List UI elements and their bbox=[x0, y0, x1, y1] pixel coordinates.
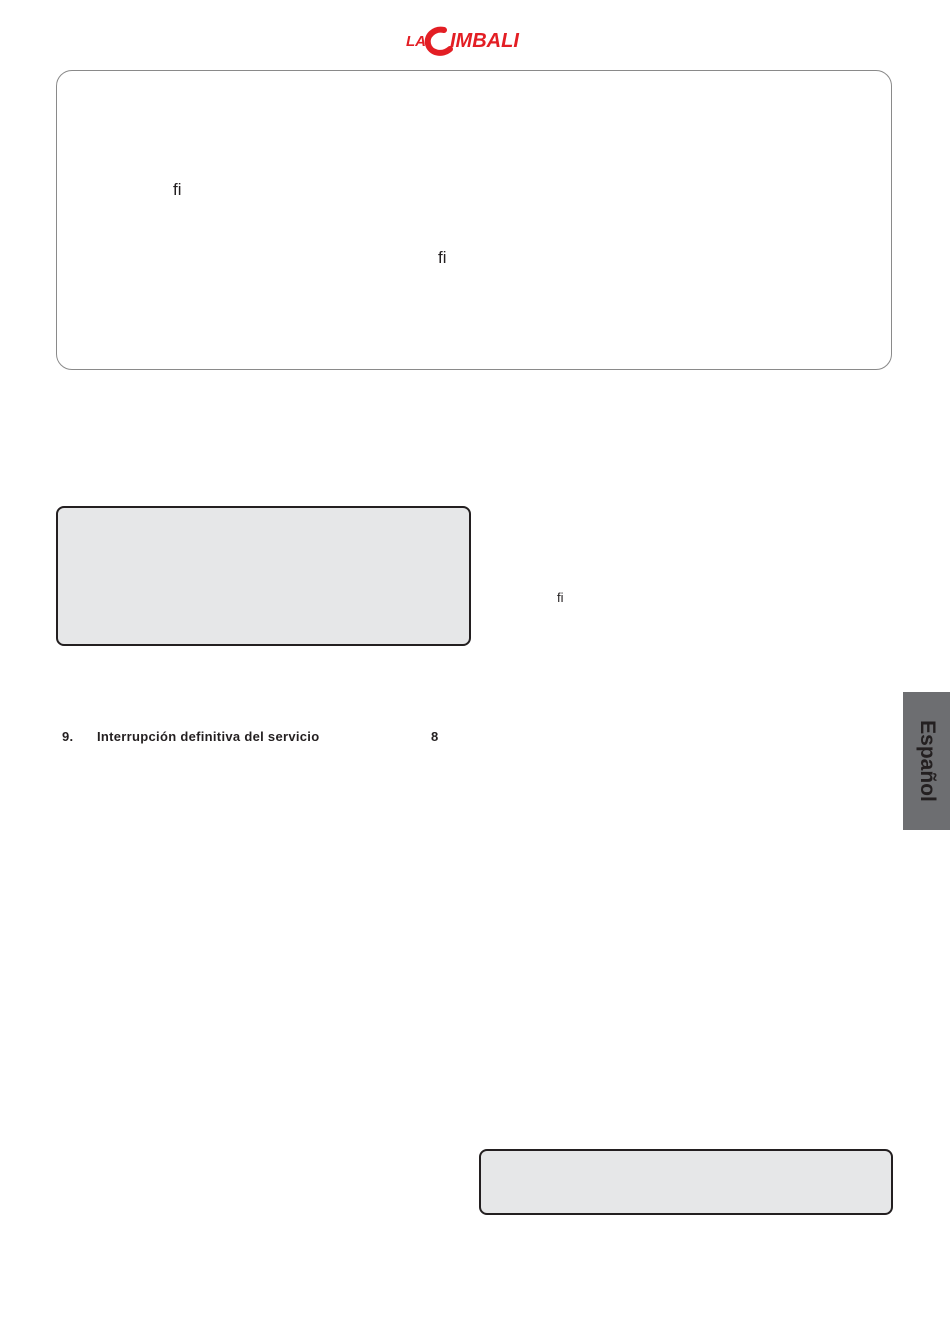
ligature-fi-2: ﬁ bbox=[438, 248, 447, 267]
ligature-fi-1: ﬁ bbox=[173, 180, 182, 199]
section-page-ref: 8 bbox=[431, 729, 439, 744]
la-cimbali-logo bbox=[404, 22, 550, 60]
language-tab-label: Español bbox=[915, 720, 939, 802]
note-box-left bbox=[56, 506, 471, 646]
logo-wordmark bbox=[404, 22, 550, 60]
section-number: 9. bbox=[62, 729, 74, 744]
ligature-fi-3: ﬁ bbox=[557, 590, 564, 605]
svg-text:LA: LA bbox=[406, 33, 426, 50]
top-content-frame bbox=[56, 70, 892, 370]
note-box-right bbox=[479, 1149, 893, 1215]
language-tab bbox=[903, 692, 950, 830]
svg-text:IMBALI: IMBALI bbox=[450, 30, 519, 52]
section-title: Interrupción definitiva del servicio bbox=[97, 729, 320, 744]
